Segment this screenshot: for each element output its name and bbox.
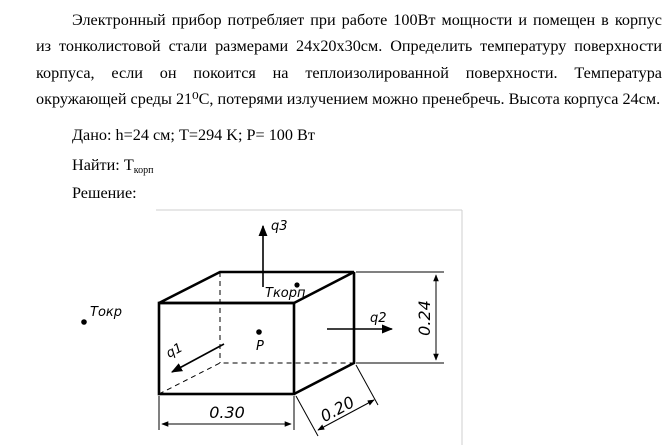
q3-label: q3 bbox=[271, 219, 288, 234]
t-ambient-label: Tокр bbox=[90, 305, 122, 320]
q1-label: q1 bbox=[163, 340, 186, 362]
find-subscript: корп bbox=[133, 165, 154, 176]
problem-line-1: Электронный прибор потребляет при работе 100Вт мощности и помещен в корпус bbox=[72, 11, 662, 29]
width-label: 0.30 bbox=[209, 403, 245, 422]
problem-line-2: из тонколистовой стали размерами 24х20х30см. Определить температуру поверхности bbox=[36, 37, 662, 56]
p-point bbox=[256, 329, 262, 335]
height-label: 0.24 bbox=[415, 300, 434, 336]
t-ambient-point bbox=[81, 319, 87, 325]
t-surface-label: Tкорп bbox=[265, 286, 306, 301]
q2-label: q2 bbox=[370, 311, 387, 326]
problem-line-4: окружающей среды 21⁰С, потерями излучением можно пренебречь. Высота корпуса 24см. bbox=[36, 90, 661, 109]
box-top-face bbox=[159, 272, 354, 303]
given-line: Дано: h=24 см; T=294 K; P= 100 Вт bbox=[72, 126, 315, 144]
depth-label: 0.20 bbox=[317, 392, 358, 426]
solution-label: Решение: bbox=[72, 184, 137, 202]
p-label: P bbox=[256, 339, 264, 354]
problem-line-3: корпуса, если он покоится на теплоизолированной поверхности. Температура bbox=[36, 63, 662, 82]
find-label: Найти: T bbox=[72, 156, 134, 174]
